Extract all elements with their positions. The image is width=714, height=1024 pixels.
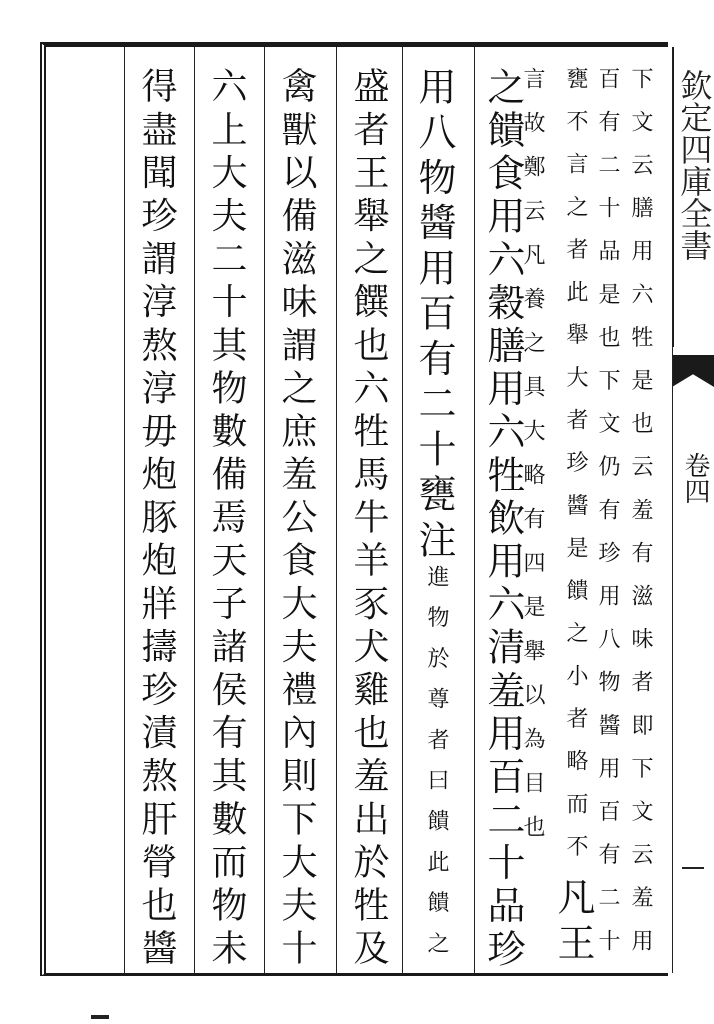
text-segment: 禽獸以備滋味謂之庶羞公食大夫禮內則下大夫十 [276,67,317,972]
text-column-2 [593,67,629,972]
text-segment: 甕不言之者此舉大者珍醬是饋之小者略而不 [563,67,588,878]
page-frame [40,42,714,976]
column-rule [336,47,337,973]
text-segment: 進物於尊者曰饋此饋之 [424,564,449,972]
text-column-3 [551,67,596,970]
text-column-7 [340,67,390,972]
text-segment: 得盡聞珍謂淳熬淳毋炮豚炮牂擣珍漬熬肝膋也醬 [136,67,177,972]
juan-label: 卷四 [680,452,710,504]
text-column-1 [626,67,662,972]
book-title: 欽定四庫全書 [675,69,714,261]
text-segment: 注 [412,519,456,565]
column-rule [672,47,673,973]
text-segment: 下文云膳用六牲是也云羞有滋味者即下文云羞用 [628,67,653,972]
text-segment: 之饋食用六穀膳用六牲飲用六清羞用百二十品珍 [481,67,525,972]
text-column-6 [406,67,456,972]
fish-tail-mark [672,355,714,387]
text-segment: 用八物醬用百有二十甕 [412,67,456,520]
column-rule [474,47,475,973]
text-column-5 [478,67,524,972]
text-segment: 言故鄭云凡養之具大略有四是舉以為目也 [520,67,545,859]
column-rule [124,47,125,973]
text-column-8 [268,67,318,972]
text-segment: 六上大夫二十其物數備焉天子諸侯有其數而物未 [206,67,247,972]
text-column-9 [198,67,248,972]
bottom-mark [91,1015,109,1019]
column-rule [194,47,195,973]
page-number-mark [682,867,704,869]
header-box [672,47,714,347]
text-segment: 盛者王舉之饌也六牲馬牛羊豕犬雞也羞出於牲及 [348,67,389,972]
text-column-10 [128,67,178,972]
text-segment: 凡王 [551,877,595,970]
column-rule [402,47,403,973]
text-segment: 百有二十品是也下文仍有珍用八物醬用百有二十 [595,67,620,972]
column-rule [264,47,265,973]
